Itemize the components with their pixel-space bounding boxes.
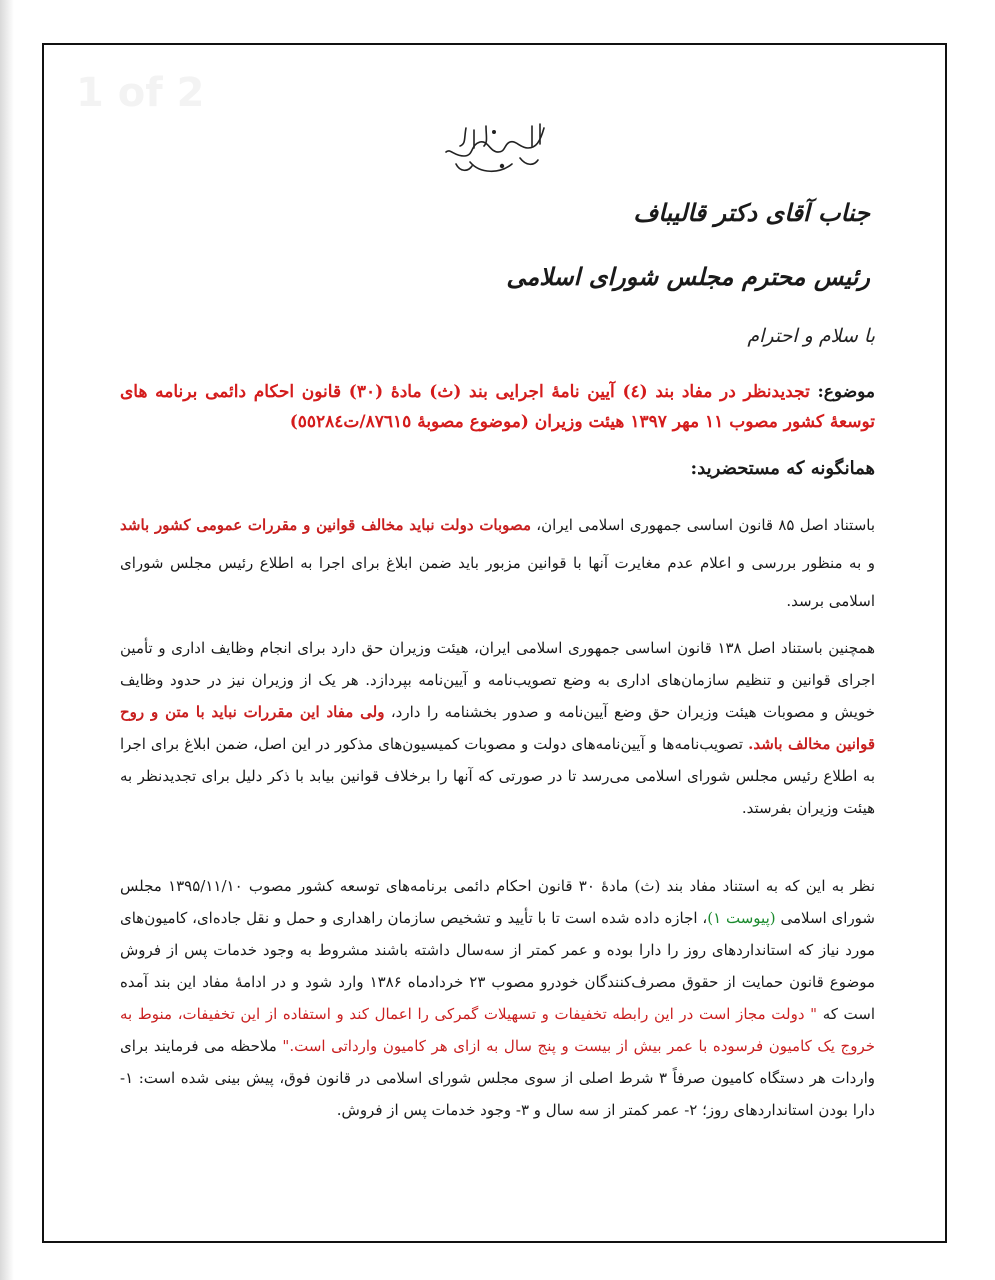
body-paragraph-1	[120, 506, 875, 620]
paragraph-3-text-cont: ، اجازه داده شده است تا با تأیید و تشخیص سازمان راهداری و حمل و نقل جاده‌ای، کامیون‌های مورد نیاز که استانداردهای روز را دارا بوده و عمر کمتر از سه‌سال داشته باشند مشروط به وجود خدمات پس از فروش موضوع قانون حمایت از حقوق مصرف‌کنندگان خودرو مصوب ۲۳ خردادماه ۱۳۸۶ وارد شود و در ادامهٔ مفاد این بند آمده است که	[120, 909, 876, 1023]
basmala-calligraphy	[440, 118, 550, 178]
paragraph-2-text: همچنین باستناد اصل ۱۳۸ قانون اساسی جمهوری اسلامی ایران، هیئت وزیران حق دارد برای انجام وظایف اداری و تأمین اجرای قوانین و تنظیم سازمان‌های اداری به وضع تصویب‌نامه و آیین‌نامه بپردازد. هر یک از وزیران نیز در حدود وظایف خویش و مصوبات هیئت وزیران حق وضع آیین‌نامه و صدور بخشنامه را دارد،	[120, 639, 876, 721]
paragraph-1-text: باستناد اصل ۸۵ قانون اساسی جمهوری اسلامی ایران،	[530, 516, 876, 534]
greeting-handwritten: با سلام و احترام	[747, 325, 875, 347]
law-quote: " دولت مجاز است در این رابطه تخفیفات و تسهیلات گمرکی را اعمال کند و استفاده از این تخفیفات، منوط به خروج یک کامیون فرسوده با عمر بیش از بیست و پنج سال به ازای هر کامیون وارداتی است."	[120, 1005, 875, 1055]
basmala-calligraphy-icon	[440, 118, 550, 178]
subject-line	[120, 377, 875, 437]
addressee-title: رئیس محترم مجلس شورای اسلامی	[506, 262, 870, 291]
paragraph-3-text-end: ملاحظه می فرمایند برای واردات هر دستگاه کامیون صرفاً ۳ شرط اصلی از سوی مجلس شورای اسلامی در قانون فوق، پیش بینی شده است: ۱- دارا بودن استانداردهای روز؛ ۲- عمر کمتر از سه سال و ۳- وجود خدمات پس از فروش.	[120, 1037, 875, 1119]
scan-edge-shadow	[0, 0, 14, 1280]
paragraph-3-text: نظر به این که به استناد مفاد بند (ث) مادهٔ ۳۰ قانون احکام دائمی برنامه‌های توسعه کشور مصوب ۱۳۹۵/۱۱/۱۰ مجلس شورای اسلامی	[120, 877, 875, 927]
addressee-name: جناب آقای دکتر قالیباف	[633, 198, 870, 227]
subject-label: موضوع:	[809, 382, 876, 402]
paragraph-1-highlight: مصوبات دولت نباید مخالف قوانین و مقررات عمومی کشور باشد	[120, 516, 531, 534]
subject-text: تجدیدنظر در مفاد بند (٤) آیین نامهٔ اجرایی بند (ث) مادهٔ (٣٠) قانون احکام دائمی برنامه های توسعهٔ کشور مصوب ١١ مهر ١٣٩٧ هیئت وزیران (موضوع مصوبهٔ ٨٧٦١٥/ت٥٥٢٨٤)	[120, 382, 875, 432]
paragraph-2-text-cont: تصویب‌نامه‌ها و آیین‌نامه‌های دولت و مصوبات کمیسیون‌های مذکور در این اصل، ضمن ابلاغ برای اجرا به اطلاع رئیس مجلس شورای اسلامی می‌رسد تا در صورتی که آنها را برخلاف قوانین بیابد با ذکر دلیل برای تجدیدنظر به هیئت وزیران بفرستد.	[120, 735, 875, 817]
page-count-watermark: 1 of 2	[76, 70, 205, 116]
paragraph-1-text-cont: و به منظور بررسی و اعلام عدم مغایرت آنها با قوانین مزبور باید ضمن ابلاغ برای اجرا به اطلاع رئیس مجلس شورای اسلامی برسد.	[120, 554, 875, 610]
attachment-reference: (پیوست ۱)	[707, 909, 776, 927]
paragraph-2-highlight: ولی مفاد این مقررات نباید با متن و روح قوانین مخالف باشد.	[120, 703, 876, 753]
opening-phrase: همانگونه که مستحضرید:	[690, 458, 875, 479]
body-paragraph-2	[120, 632, 875, 824]
body-paragraph-3	[120, 870, 875, 1126]
